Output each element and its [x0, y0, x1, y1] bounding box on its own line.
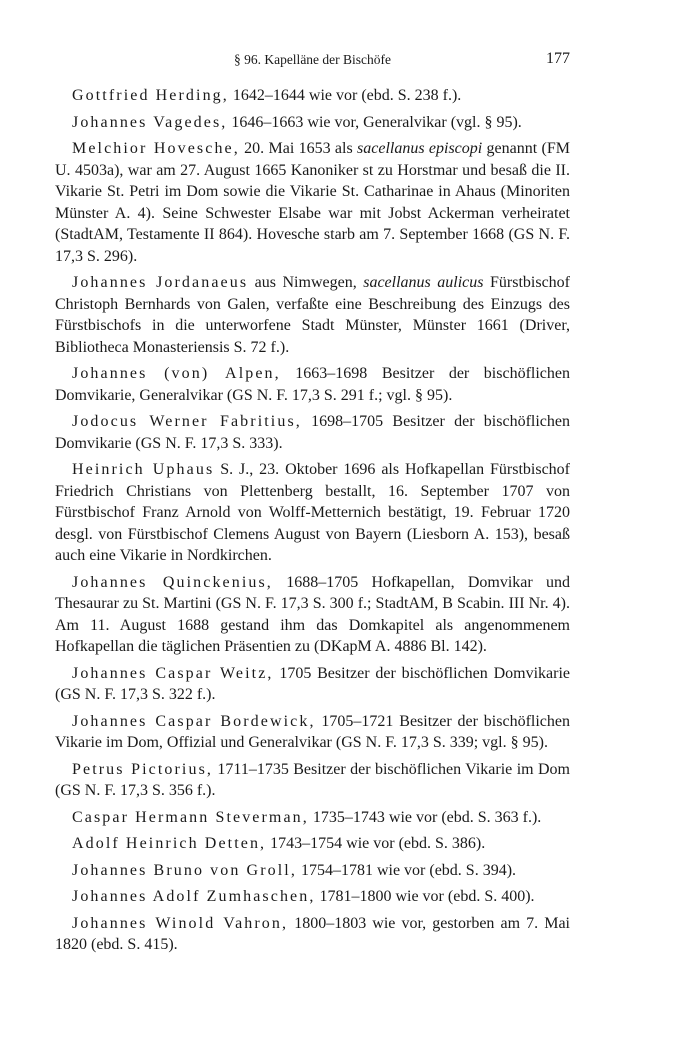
entry-name: Johannes Vagedes, [72, 113, 228, 131]
entry-name: Petrus Pictorius, [72, 760, 214, 778]
entry [55, 85, 570, 107]
entry-text: 1705–1721 Besitzer der bischöflichen Vikarie im Dom, Offizial und Generalvikar (GS N. F. 17,3 S. 339; vgl. § 95). [55, 712, 570, 751]
entry-italic: sacellanus episcopi [357, 140, 483, 157]
entry [55, 860, 570, 882]
entry-text: S. J., 23. Oktober 1696 als Hofkapellan Fürstbischof Friedrich Christians von Plettenberg bestallt, 16. September 1707 von Fürstbischof Franz Arnold von Wolff-Metternich bestätigt, 19. Februar 1720 desgl. von Fürstbischof Clemens August von Bayern (Liesborn A. 153), besaß auch eine Vikarie in Nordkirchen. [55, 461, 571, 564]
entry-name: Melchior Hovesche, [72, 140, 240, 157]
entry [55, 138, 570, 267]
entry-text-cont: Fürstbischof Christoph Bernhards von Galen, verfaßte eine Beschreibung des Einzugs des Fürstbischofs in die unterworfene Stadt Münster, Münster 1661 (Driver, Bibliotheca Monasteriensis S. 72 f.). [55, 274, 571, 356]
entry-text: 20. Mai 1653 als [239, 140, 358, 157]
entry-text: 1800–1803 wie vor, gestorben am 7. Mai 1820 (ebd. S. 415). [55, 914, 570, 953]
entry-italic: sacellanus aulicus [363, 274, 484, 291]
entry-name: Johannes Quinckenius, [72, 573, 273, 591]
entry-text: 1735–1743 wie vor (ebd. S. 363 f.). [308, 808, 542, 826]
entry-name: Caspar Hermann Steverman, [72, 808, 309, 826]
entry-name: Johannes Jordanaeus [72, 274, 249, 291]
entry-name: Johannes Winold Vahron, [72, 914, 289, 932]
entry [55, 272, 570, 358]
entry [55, 913, 570, 956]
entry [55, 363, 570, 406]
entry-name: Jodocus Werner Fabritius, [72, 413, 302, 430]
entry-text: 1743–1754 wie vor (ebd. S. 386). [266, 835, 486, 852]
entry-text: 1642–1644 wie vor (ebd. S. 238 f.). [228, 87, 462, 104]
entry-list [55, 85, 570, 961]
entry-text: 1711–1735 Besitzer der bischöflichen Vikarie im Dom (GS N. F. 17,3 S. 356 f.). [55, 760, 570, 799]
entry-text: 1646–1663 wie vor, Generalvikar (vgl. § 95). [227, 113, 522, 131]
running-head: § 96. Kapelläne der Bischöfe [233, 52, 392, 67]
entry-name: Adolf Heinrich Detten, [72, 835, 267, 852]
entry-text: 1705 Besitzer der bischöflichen Domvikarie (GS N. F. 17,3 S. 322 f.). [55, 664, 570, 703]
entry [55, 711, 570, 754]
entry [55, 833, 570, 855]
entry [55, 759, 570, 802]
entry-name: Heinrich Uphaus [72, 461, 215, 478]
entry-text: 1663–1698 Besitzer der bischöflichen Domvikarie, Generalvikar (GS N. F. 17,3 S. 291 f.; vgl. § 95). [55, 365, 571, 404]
entry [55, 886, 570, 908]
entry-text: 1698–1705 Besitzer der bischöflichen Domvikarie (GS N. F. 17,3 S. 333). [55, 413, 570, 452]
entry [55, 459, 570, 567]
entry-text: 1754–1781 wie vor (ebd. S. 394). [296, 861, 517, 879]
entry-name: Johannes (von) Alpen, [72, 365, 281, 382]
entry [55, 572, 570, 658]
entry-name: Johannes Caspar Bordewick, [72, 712, 316, 730]
entry [55, 411, 570, 454]
entry-name: Johannes Caspar Weitz, [72, 664, 274, 682]
entry-text: 1781–1800 wie vor (ebd. S. 400). [315, 888, 535, 905]
entry-name: Johannes Adolf Zumhaschen, [72, 888, 316, 905]
entry [55, 112, 570, 134]
entry [55, 663, 570, 706]
page-header [55, 50, 570, 74]
entry-text: aus Nimwegen, [248, 274, 364, 291]
entry-text-cont: genannt (FM U. 4503a), war am 27. August 1665 Kanoniker st zu Horstmar und besaß die II. Vikarie St. Petri im Dom sowie die Vikarie St. Catharinae in Ahaus (Minoriten Münster A. 4). Seine Schwester Elsabe war mit Jobst Ackerman verheiratet (StadtAM, Testamente II 864). Hovesche starb am 7. September 1668 (GS N. F. 17,3 S. 296). [55, 140, 570, 265]
entry-name: Johannes Bruno von Groll, [72, 861, 297, 879]
entry-text: 1688–1705 Hofkapellan, Domvikar und Thesaurar zu St. Martini (GS N. F. 17,3 S. 300 f.; StadtAM, B Scabin. III Nr. 4). Am 11. August 1688 gestand ihm das Domkapitel als angenommenem Hofkapellan die täglichen Präsentien zu (DKapM A. 4886 Bl. 142). [55, 573, 570, 655]
entry-name: Gottfried Herding, [72, 87, 229, 104]
entry [55, 807, 570, 829]
page-number: 177 [546, 50, 570, 67]
